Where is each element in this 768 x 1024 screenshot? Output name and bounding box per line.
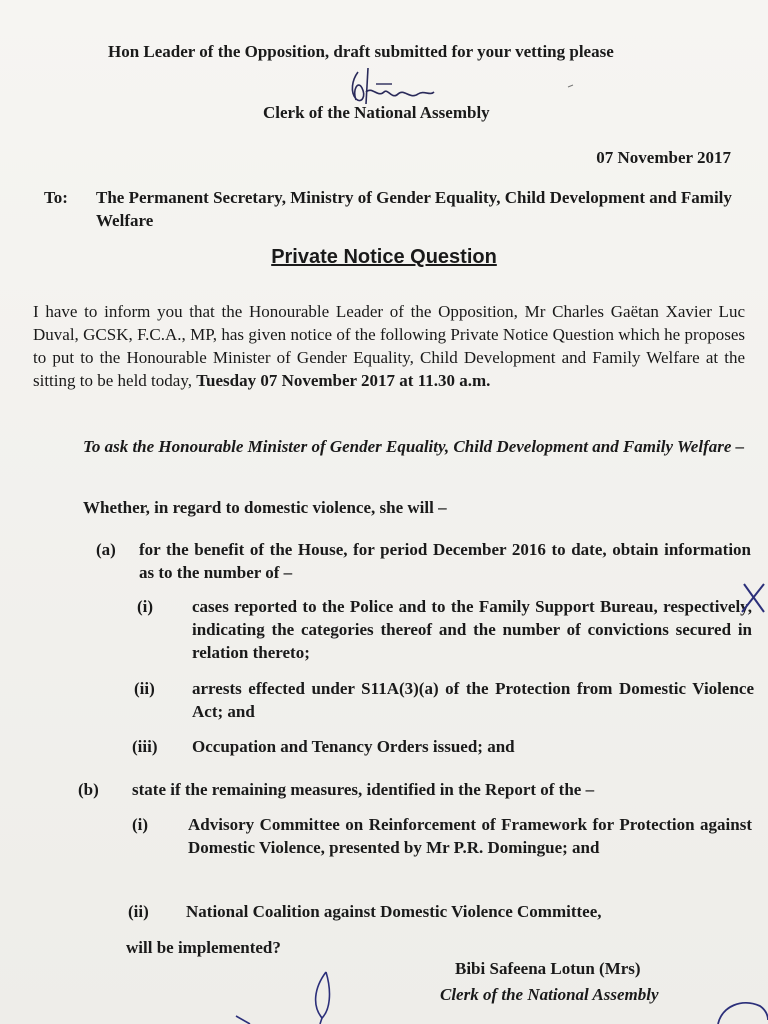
- document-date: 07 November 2017: [596, 148, 731, 167]
- part-a-i-text: cases reported to the Police and to the Family Support Bureau, respectively, indicating the categories thereof and the number of convictions secured in relation thereto;: [192, 597, 752, 662]
- part-a-ii-text: arrests effected under S11A(3)(a) of the Protection from Domestic Violence Act; and: [192, 679, 754, 721]
- part-a-label: (a): [96, 540, 116, 559]
- part-a-ii-label: (ii): [134, 679, 155, 698]
- part-b-i-label: (i): [132, 815, 149, 834]
- to-label: To:: [44, 188, 68, 207]
- question-whether: Whether, in regard to domestic violence, she will –: [83, 498, 447, 517]
- closing-question: will be implemented?: [126, 938, 281, 957]
- clerk-title: Clerk of the National Assembly: [263, 103, 490, 122]
- intro-text: I have to inform you that the Honourable Leader of the Opposition, Mr Charles Gaëtan Xavier Luc Duval, GCSK, F.C.A., MP, has given notice of the following Private Notice Question which he proposes to put to the Honourable Minister of Gender Equality, Child Development and Family Welfare at the sitting to be held today,: [33, 302, 745, 390]
- cross-mark-icon: [742, 584, 764, 612]
- intro-emphasis: Tuesday 07 November 2017 at 11.30 a.m.: [196, 371, 491, 390]
- signature-role: Clerk of the National Assembly: [440, 985, 659, 1004]
- signature-name: Bibi Safeena Lotun (Mrs): [455, 959, 641, 978]
- part-b-label: (b): [78, 780, 99, 799]
- part-a-text: for the benefit of the House, for period December 2016 to date, obtain information as to the number of –: [139, 540, 751, 582]
- part-b-i-text: Advisory Committee on Reinforcement of Framework for Protection against Domestic Violence, presented by Mr P.R. Domingue; and: [188, 815, 752, 857]
- vetting-note: Hon Leader of the Opposition, draft submitted for your vetting please: [108, 42, 614, 61]
- part-a-iii-label: (iii): [132, 737, 158, 756]
- question-ask: To ask the Honourable Minister of Gender Equality, Child Development and Family Welfare –: [83, 437, 745, 456]
- part-b-ii-text: National Coalition against Domestic Violence Committee,: [186, 902, 602, 921]
- recipient-text: The Permanent Secretary, Ministry of Gender Equality, Child Development and Family Welfare: [96, 188, 732, 230]
- part-b-text: state if the remaining measures, identified in the Report of the –: [132, 780, 595, 799]
- part-b-ii-label: (ii): [128, 902, 149, 921]
- page-title: Private Notice Question: [271, 246, 497, 268]
- part-a-iii-text: Occupation and Tenancy Orders issued; and: [192, 737, 515, 756]
- part-a-i-label: (i): [137, 597, 154, 616]
